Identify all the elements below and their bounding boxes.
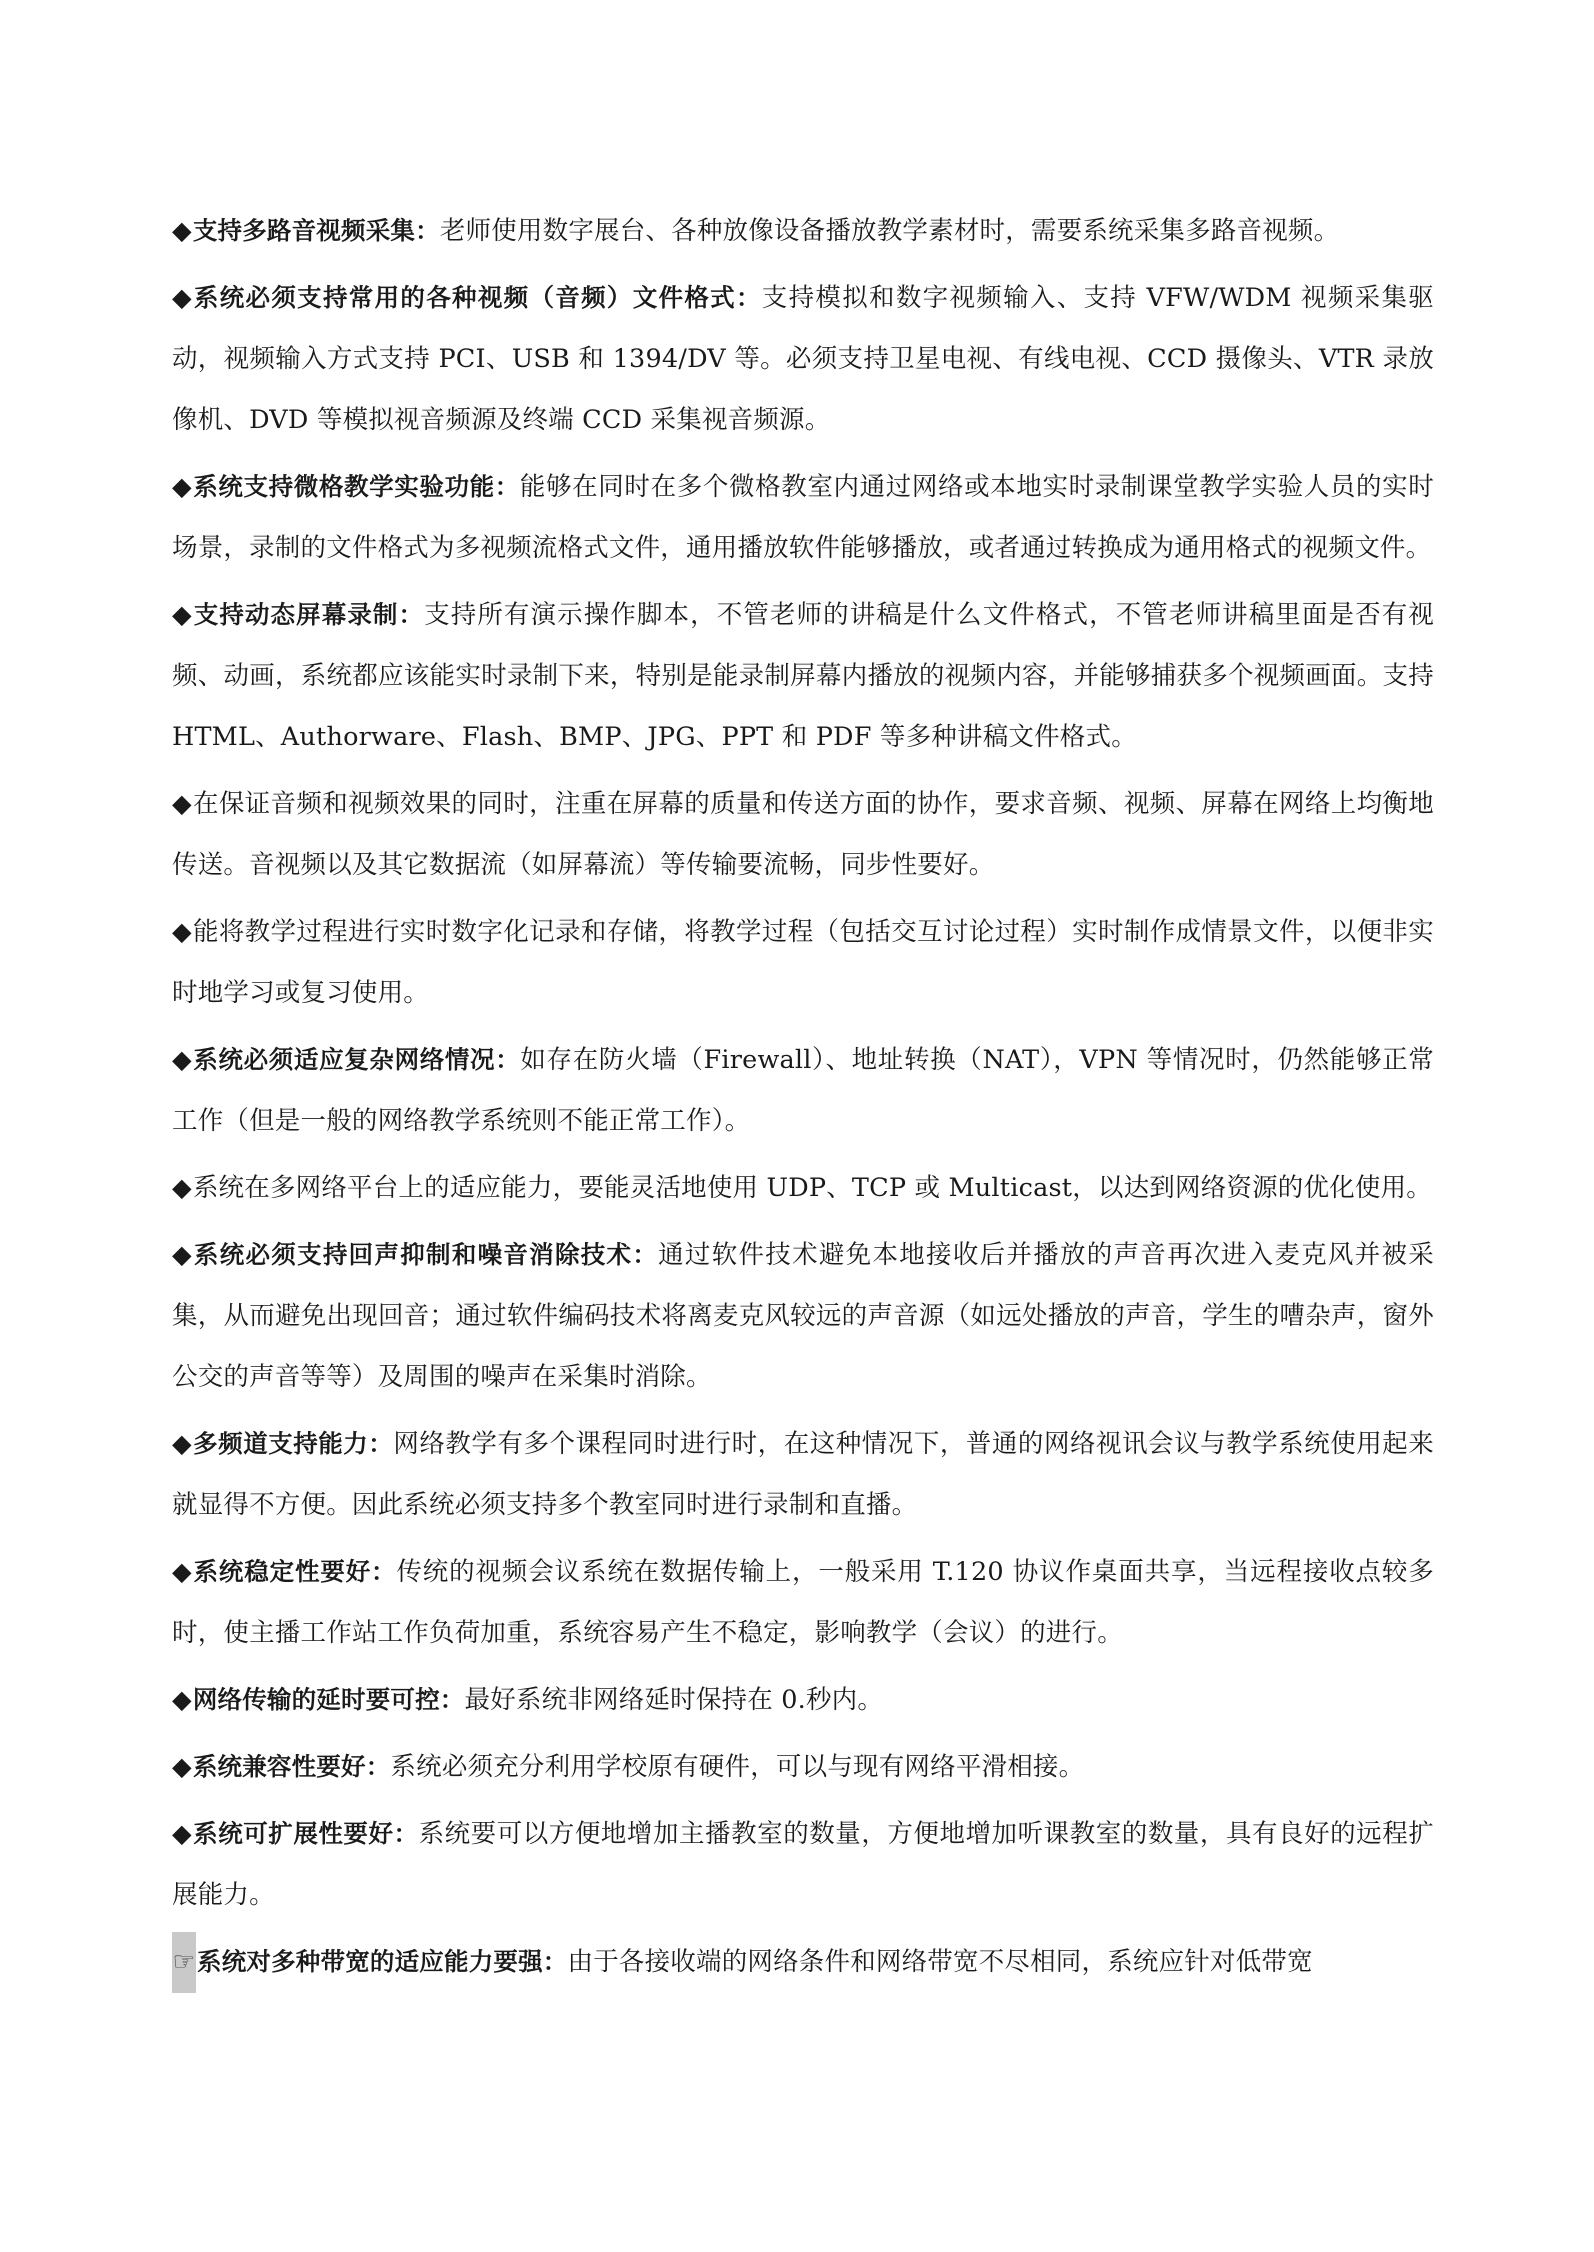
paragraph-heading: 网络传输的延时要可控： [192,1685,465,1714]
paragraph-body: 老师使用数字展台、各种放像设备播放教学素材时，需要系统采集多路音视频。 [439,216,1340,246]
paragraph-body: 系统在多网络平台上的适应能力，要能灵活地使用 UDP、TCP 或 Multicast，以达到网络资源的优化使用。 [192,1173,1433,1203]
diamond-bullet-icon: ◆ [172,472,193,502]
paragraph-body: 支持模拟和数字视频输入、支持 VFW/WDM 视频采集驱动，视频输入方式支持 PCI、USB 和 1394/DV 等。必须支持卫星电视、有线电视、CCD 摄像头、VTR 录放像机、DVD 等模拟视音频源及终端 CCD 采集视音频源。 [172,283,1434,435]
diamond-bullet-icon: ◆ [172,1752,192,1782]
paragraph-body: 如存在防火墙（Firewall）、地址转换（NAT），VPN 等情况时，仍然能够正常工作（但是一般的网络教学系统则不能正常工作）。 [172,1045,1434,1136]
paragraph-screen-recording [172,584,1434,768]
paragraph-body: 系统必须充分利用学校原有硬件，可以与现有网络平滑相接。 [390,1752,1085,1782]
diamond-bullet-icon: ◆ [172,1240,193,1270]
paragraph-multi-platform [172,1157,1434,1219]
paragraph-body: 能够在同时在多个微格教室内通过网络或本地实时录制课堂教学实验人员的实时场景，录制的文件格式为多视频流格式文件，通用播放软件能够播放，或者通过转换成为通用格式的视频文件。 [172,472,1434,563]
paragraph-body: 传统的视频会议系统在数据传输上，一般采用 T.120 协议作桌面共享，当远程接收点较多时，使主播工作站工作负荷加重，系统容易产生不稳定，影响教学（会议）的进行。 [172,1557,1434,1648]
paragraph-body: 通过软件技术避免本地接收后并播放的声音再次进入麦克风并被采集，从而避免出现回音；通过软件编码技术将离麦克风较远的声音源（如远处播放的声音，学生的嘈杂声，窗外公交的声音等等）及周围的噪声在采集时消除。 [172,1240,1434,1392]
paragraph-heading: 系统必须适应复杂网络情况： [193,1045,521,1074]
paragraph-body: 最好系统非网络延时保持在 0.秒内。 [464,1685,884,1715]
paragraph-compatibility [172,1736,1434,1798]
paragraph-body: 支持所有演示操作脚本，不管老师的讲稿是什么文件格式，不管老师讲稿里面是否有视频、动画，系统都应该能实时录制下来，特别是能录制屏幕内播放的视频内容，并能够捕获多个视频画面。支持 HTML、Authorware、Flash、BMP、JPG、PPT 和 PDF 等多种讲稿文件格式。 [172,600,1435,752]
diamond-bullet-icon: ◆ [172,1685,192,1715]
paragraph-heading: 支持多路音视频采集： [192,216,440,245]
paragraph-complex-network [172,1029,1434,1152]
paragraph-stability [172,1541,1434,1664]
paragraph-body: 在保证音频和视频效果的同时，注重在屏幕的质量和传送方面的协作，要求音频、视频、屏幕在网络上均衡地传送。音视频以及其它数据流（如屏幕流）等传输要流畅，同步性要好。 [172,789,1434,880]
paragraph-file-formats [172,267,1434,451]
diamond-bullet-icon: ◆ [172,216,192,246]
paragraph-heading: 系统可扩展性要好： [193,1819,419,1848]
paragraph-body: 系统要可以方便地增加主播教室的数量，方便地增加听课教室的数量，具有良好的远程扩展能力。 [172,1819,1434,1910]
diamond-bullet-icon: ◆ [172,789,192,819]
diamond-bullet-icon: ◆ [172,1045,193,1075]
paragraph-av-sync [172,773,1434,896]
paragraph-heading: 系统兼容性要好： [192,1752,391,1781]
paragraph-body: 网络教学有多个课程同时进行时，在这种情况下，普通的网络视讯会议与教学系统使用起来就显得不方便。因此系统必须支持多个教室同时进行录制和直播。 [172,1429,1434,1520]
paragraph-echo-cancellation [172,1224,1434,1408]
paragraph-microteaching [172,456,1434,579]
paragraph-body: 由于各接收端的网络条件和网络带宽不尽相同，系统应针对低带宽 [567,1947,1313,1977]
paragraph-realtime-recording [172,901,1434,1024]
diamond-bullet-icon: ◆ [172,600,193,630]
document-page [172,200,1434,1998]
paragraph-heading: 系统必须支持回声抑制和噪音消除技术： [193,1240,659,1269]
paragraph-heading: 多频道支持能力： [193,1429,394,1458]
diamond-bullet-icon: ◆ [172,1429,193,1459]
paragraph-heading: 支持动态屏幕录制： [193,600,425,629]
paragraph-heading: 系统支持微格教学实验功能： [193,472,520,501]
paragraph-latency [172,1669,1434,1731]
paragraph-body: 能将教学过程进行实时数字化记录和存储，将教学过程（包括交互讨论过程）实时制作成情景文件，以便非实时地学习或复习使用。 [172,917,1434,1008]
diamond-bullet-icon: ◆ [172,1173,192,1203]
paragraph-bandwidth-adaptation [172,1931,1434,1993]
diamond-bullet-icon: ◆ [172,917,192,947]
diamond-bullet-icon: ◆ [172,1819,193,1849]
paragraph-scalability [172,1803,1434,1926]
paragraph-heading: 系统必须支持常用的各种视频（音频）文件格式： [193,283,762,312]
paragraph-multi-av-capture [172,200,1434,262]
pointing-hand-icon: ☞ [172,1932,196,1993]
diamond-bullet-icon: ◆ [172,1557,193,1587]
diamond-bullet-icon: ◆ [172,283,193,313]
paragraph-heading: 系统稳定性要好： [193,1557,397,1586]
paragraph-heading: 系统对多种带宽的适应能力要强： [197,1947,568,1976]
paragraph-multi-channel [172,1413,1434,1536]
